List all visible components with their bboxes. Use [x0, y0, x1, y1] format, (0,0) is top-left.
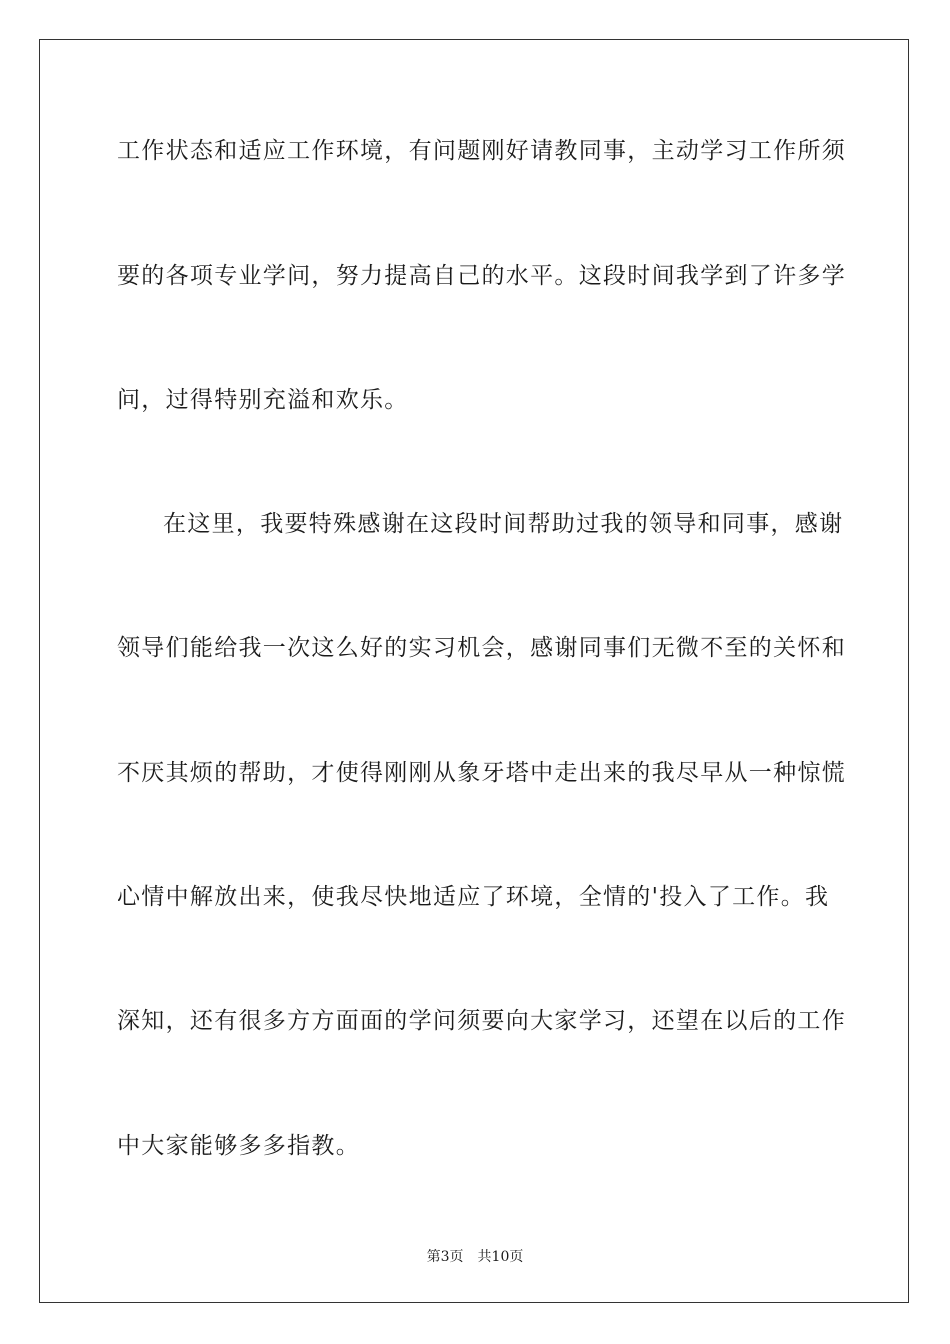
text-line: 工作状态和适应工作环境，有问题刚好请教同事，主动学习工作所须 [117, 138, 846, 164]
page-number: 第3页 [426, 1249, 464, 1265]
text-line: 不厌其烦的帮助，才使得刚刚从象牙塔中走出来的我尽早从一种惊慌 [117, 760, 846, 786]
page-frame [39, 39, 909, 1303]
text-line: 中大家能够多多指教。 [117, 1133, 360, 1159]
text-line: 心情中解放出来，使我尽快地适应了环境，全情的'投入了工作。我 [117, 884, 830, 910]
text-line: 问，过得特别充溢和欢乐。 [117, 387, 409, 413]
paragraph-start-line: 在这里，我要特殊感谢在这段时间帮助过我的领导和同事，感谢 [163, 511, 844, 537]
text-line: 深知，还有很多方方面面的学问须要向大家学习，还望在以后的工作 [117, 1008, 846, 1034]
page-footer [0, 1248, 950, 1266]
text-line: 要的各项专业学问，努力提高自己的水平。这段时间我学到了许多学 [117, 263, 846, 289]
text-line: 领导们能给我一次这么好的实习机会，感谢同事们无微不至的关怀和 [117, 635, 846, 661]
page-total: 共10页 [477, 1249, 524, 1265]
